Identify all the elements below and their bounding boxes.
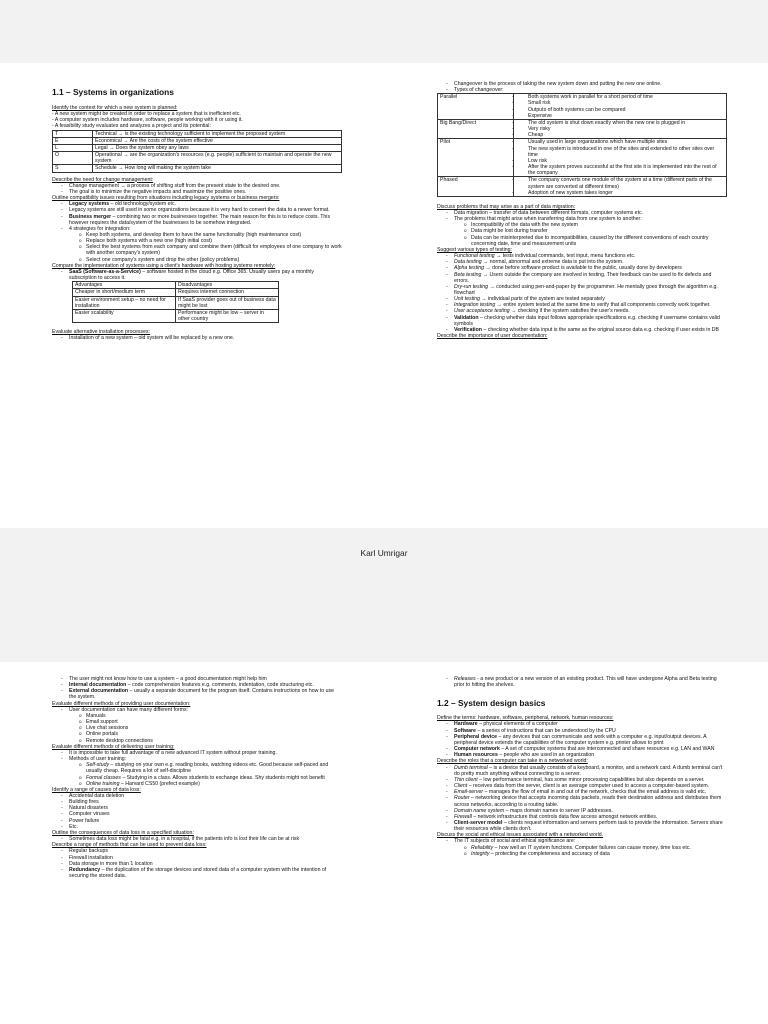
changeover-point: - After the system proves successful at the first site it is implemented into the rest of the company [516, 164, 724, 176]
changeover-type: Parallel [438, 94, 514, 120]
changeover-row [438, 139, 727, 177]
role-item-term: Router [454, 795, 470, 802]
heading-hosted: Compare the implementation of systems using a client's hardware with hosting systems remotely: [52, 262, 276, 269]
training-item-term: Formal classes [86, 774, 121, 781]
saas-cell: Performance might be low – server in other country [176, 309, 279, 322]
changeover-table [437, 93, 727, 197]
role-item [437, 795, 727, 807]
prevent-item: - Data storage in more than 1 location [52, 861, 342, 867]
feasibility-value: Legal → Does the system obey any laws [93, 144, 342, 151]
legacy-desc: – old technology/system etc. [109, 201, 176, 208]
training-list [52, 762, 342, 787]
changeover-point: - Cheap [516, 132, 724, 138]
training-item-term: Self-study [86, 762, 110, 769]
ethics-item-desc: – protecting the completeness and accuracy of data [489, 850, 610, 857]
testing-item-desc: → entire system tested at the same time to verify that all components correctly work together. [495, 302, 711, 309]
testing-item-term: Dry-run testing [454, 283, 489, 290]
changeover-point: - Both systems work in parallel for a short period of time [516, 94, 724, 100]
section-title: 1.2 – System design basics [437, 698, 546, 709]
heading-testing: Suggest various types of testing: [437, 246, 512, 253]
ethics-item [437, 851, 727, 857]
loss-item: - Building fires [52, 799, 342, 805]
testing-item-term: Alpha testing [454, 265, 484, 272]
role-item-desc: – networking device that accepts incoming data packets, reads their destination address and distributes them across networks, according to a routing table. [454, 795, 722, 808]
role-item-desc: – maps domain names to server IP addresses. [504, 807, 613, 814]
role-item-desc: – clients request information and servers perform task to provide the information. Servers share their resources while clients don't. [454, 819, 723, 833]
role-item-term: Client [454, 783, 468, 790]
change-lines [52, 183, 342, 195]
legacy-term: Legacy systems [69, 201, 110, 208]
internal-desc: – code comprehension features e.g. comments, indentation, code structuring etc. [126, 682, 314, 689]
testing-item-desc: → conducted using pen-and-paper by the programmer. He mentally goes through the algorithm e.g. flowchart [454, 283, 718, 296]
role-item-term: Thin client [454, 776, 478, 783]
internal-term: Internal documentation [69, 682, 127, 689]
page-bottom-right [384, 662, 768, 1024]
term-item-term: Human resources [454, 752, 498, 759]
method-item: o Email support [52, 719, 342, 725]
testing-item-desc: – checking whether data input is the same as the original source data e.g. checking if user exists in DB [481, 326, 719, 333]
saas-header-adv: Advantages [73, 282, 176, 289]
changeover-row [438, 177, 727, 196]
testing-list [437, 253, 727, 333]
changeover-point: - The old system is shut down exactly when the new one is plugged in [516, 120, 724, 126]
loss-item: - Accidental data deletion [52, 793, 342, 799]
heading-doc: Describe the importance of user documentation: [437, 333, 548, 340]
training-intro: - Methods of user training: [52, 756, 342, 762]
feasibility-table [52, 130, 342, 173]
role-item-term: Firewall [454, 813, 472, 820]
changeover-point: - Very risky [516, 126, 724, 132]
heading-install: Evaluate alternative installation processes: [52, 329, 151, 336]
strategy-item: o Keep both systems, and develop them to have the same functionality (high maintenance cost) [52, 232, 342, 238]
change-line: - The goal is to minimize the negative impacts and maximize the positive ones. [52, 189, 342, 195]
feasibility-row [53, 130, 342, 137]
training-line: - It is impossible to take full advantage of a new advanced IT system without proper training. [52, 750, 342, 756]
feasibility-row [53, 137, 342, 144]
testing-item-term: Unit testing [454, 296, 480, 303]
testing-item-term: Functional testing [454, 253, 495, 260]
page-bottom-left [0, 662, 384, 1024]
role-item-desc: – is a device that usually consists of a keyboard, a monitor, and a network card. A dumb terminal can't do pretty much anything without connecting to a server. [454, 764, 723, 777]
changeover-point: - Outputs of both systems can be compared [516, 107, 724, 113]
section-title: 1.1 – Systems in organizations [52, 87, 174, 97]
context-lines [52, 111, 342, 129]
heading-consequences: Outline the consequences of data loss in a specified situation: [52, 829, 194, 836]
ethics-list [437, 845, 727, 857]
heading-loss: Identify a range of causes of data loss: [52, 786, 141, 793]
testing-item-term: Integration testing [454, 302, 496, 309]
external-term: External documentation [69, 688, 129, 695]
role-item-desc: – manages the flow of email in and out of the network, checks that the email address is valid etc. [483, 789, 707, 796]
strategy-item: o Select one company's system and drop the other (policy problems) [52, 257, 342, 263]
testing-item-desc: → done before software product is available to the public, usually done by developers [484, 265, 682, 272]
releases-desc: - a new product or a new version of an existing product. This will have undergone Alpha and Beta testing prior to hitting the shelves. [454, 676, 717, 689]
changeover-row [438, 94, 727, 120]
testing-item-desc: – checking whether data input follows appropriate specifications e.g. checking if username contains valid symbols [454, 314, 720, 327]
saas-cell: Easier scalability [73, 309, 176, 322]
term-item-desc: – any devices that can communicate and work with a computer e.g. input/output devices. A peripheral device extends the capabilities of the computer system e.g. printer allows to print [454, 733, 707, 746]
heading-roles: Describe the roles that a computer can take in a networked world: [437, 758, 588, 765]
training-item-desc: – Studying in a class. Allows students to exchange ideas. Shy students might not benefit [120, 774, 325, 781]
redundancy-term: Redundancy [69, 866, 101, 873]
feasibility-key: T [53, 130, 93, 137]
context-line: - A feasibility study evaluates and analyzes a project and its potential: [52, 123, 211, 130]
saas-cell: Easier environment setup – no need for installation [73, 296, 176, 309]
releases-term: Releases [454, 676, 476, 682]
changeover-point: - The new system is introduced in one of the sites and extended to other sites over time [516, 146, 724, 158]
testing-item [437, 315, 727, 327]
testing-item-term: Verification [454, 326, 482, 333]
role-item [437, 820, 727, 832]
author-name: Karl Umrigar [360, 548, 408, 558]
testing-item-term: User acceptance testing [454, 308, 510, 315]
strategies-list [52, 232, 342, 263]
page-content [437, 81, 727, 339]
feasibility-key: S [53, 165, 93, 172]
feasibility-value: Operational → are the organization's resources (e.g. people) sufficient to maintain and operate the new system [93, 152, 342, 165]
migration-sublist [437, 222, 727, 247]
testing-item [437, 284, 727, 296]
loss-list [52, 793, 342, 830]
doc-line: - The user might not know how to use a system – a good documentation might help him [52, 676, 342, 682]
saas-cell: If SaaS provider goes out of business data might be lost [176, 296, 279, 309]
loss-item: - Power failure [52, 818, 342, 824]
ethics-item-desc: – how well an IT system functions. Computer failures can cause money, time loss etc. [493, 844, 691, 851]
redundancy-desc: – the duplication of the storage devices and stored data of a computer system with the intention of securing the stored data. [69, 866, 327, 879]
heading-change: Describe the need for change management: [52, 176, 154, 183]
training-item-term: Online training [86, 780, 120, 787]
testing-item [437, 272, 727, 284]
feasibility-row [53, 165, 342, 172]
heading-migration: Discuss problems that may arise as a part of data migration: [437, 203, 576, 210]
role-item-desc: – low performance terminal, has some minor processing capabilities but also depends on a server. [477, 776, 705, 783]
migration-line: - The problems that might arise when transferring data from one system to another: [437, 216, 727, 222]
role-item [437, 765, 727, 777]
saas-desc: – software hosted in the cloud e.g. Office 365. Usually users pay a monthly subscription to access it. [69, 268, 315, 282]
saas-term: SaaS (Software-as-a-Service) [69, 268, 141, 275]
changeover-row [438, 119, 727, 138]
external-doc-line [52, 688, 342, 700]
methods-intro: - User documentation can have many different forms: [52, 707, 342, 713]
prevent-item: - Regular backups [52, 848, 342, 854]
training-item-desc: – Harvard CS50 (prefect example) [119, 780, 200, 787]
migration-lines [437, 210, 727, 222]
merger-desc: – combining two or more businesses together. The main reason for this is to reduce costs. This however requires the data/system of the businesses to be somehow integrated. [69, 213, 331, 226]
heading-compat: Outline compatibility issues resulting from situations including legacy systems or business mergers: [52, 195, 280, 202]
testing-item-term: Beta testing [454, 271, 482, 278]
ethics-item-term: Integrity [471, 850, 490, 857]
saas-header-dis: Disadvantages [176, 282, 279, 289]
change-line: - Change management → a process of shifting stuff from the present state to the desired one. [52, 183, 342, 189]
role-item-term: Client-server model [454, 819, 503, 826]
role-item-term: Domain name system [454, 807, 505, 814]
term-item-desc: – a series of instructions that can be understood by the CPU [475, 727, 616, 734]
install-line: - Installation of a new system – old system will be replaced by a new one. [52, 335, 342, 341]
page-content [437, 676, 727, 857]
external-desc: – usually a separate document for the program itself. Contains instructions on how to use the system. [69, 688, 334, 701]
loss-item: - Etc. [52, 824, 342, 830]
term-item-desc: – A set of computer systems that are interconnected and share resources e.g. LAN and WAN [499, 746, 715, 753]
testing-item-desc: → checking if the system satisfies the user's needs. [509, 308, 630, 315]
method-item: o Remote desktop connections [52, 738, 342, 744]
roles-list [437, 765, 727, 833]
changeover-point: - Usually used in large organizations which have multiple sites [516, 139, 724, 145]
feasibility-key: L [53, 144, 93, 151]
loss-item: - Computer viruses [52, 811, 342, 817]
testing-item-term: Data testing [454, 259, 482, 266]
changeover-line: - Changeover is the process of taking the new system down and putting the new one online. [437, 81, 727, 87]
changeover-details [514, 119, 727, 138]
training-item-desc: – studying on your own e.g. reading books, watching videos etc. Good because self-paced and usually cheap. Requires a lot of self-discipline [86, 762, 329, 775]
term-item-term: Software [454, 727, 476, 734]
term-item-term: Peripheral device [454, 733, 497, 740]
heading-training: Evaluate different methods of delivering user training: [52, 743, 175, 750]
changeover-point: - Expensive [516, 113, 724, 119]
feasibility-key: E [53, 137, 93, 144]
term-item [437, 734, 727, 746]
feasibility-value: Technical → is the existing technology sufficient to implement the proposed system [93, 130, 342, 137]
strategies-intro: - 4 strategies for integration: [52, 226, 342, 232]
prevent-item: - Firewall installation [52, 855, 342, 861]
saas-table [72, 281, 279, 323]
saas-row [73, 289, 279, 296]
prevent-list [52, 848, 342, 866]
loss-item: - Natural disasters [52, 805, 342, 811]
term-item-term: Computer network [454, 746, 500, 753]
role-item-desc: – network infrastructure that controls data flow access amongst network entities. [471, 813, 658, 820]
role-item-term: Email-server [454, 789, 484, 796]
changeover-point: - Adoption of new system takes longer [516, 190, 724, 196]
role-item-desc: – receives data from the server, client is an average computer used to access a computer-based system. [467, 783, 710, 790]
training-item [52, 762, 342, 774]
heading-context: Identify the context for which a new system is planned: [52, 105, 178, 111]
term-item-desc: – physical elements of a computer [477, 721, 558, 728]
merger-line [52, 214, 342, 226]
feasibility-row [53, 152, 342, 165]
migration-line: - Data migration – transfer of data between different formats, computer systems etc. [437, 210, 727, 216]
heading-ethics: Discuss the social and ethical issues associated with a networked world. [437, 832, 604, 839]
testing-item-desc: → tests individual commands, text input, menu functions etc. [494, 253, 636, 260]
method-item: o Manuals [52, 713, 342, 719]
term-item-term: Hardware [454, 721, 478, 728]
redundancy-line [52, 867, 342, 879]
feasibility-value: Schedule → How long will making the system take [93, 165, 342, 172]
feasibility-value: Economical → Are the costs of the system effective [93, 137, 342, 144]
changeover-point: - Small risk [516, 100, 724, 106]
terms-list [437, 721, 727, 758]
methods-list [52, 713, 342, 744]
testing-item-desc: → Users outside the company are involved in testing. Their feedback can be used to fix defects and errors. [454, 271, 712, 284]
context-line: - A new system might be created in order to replace a system that is inefficient etc. [52, 111, 241, 118]
changeover-details [514, 139, 727, 177]
saas-cell: Requires internet connection [176, 289, 279, 296]
page-content [52, 676, 342, 879]
changeover-details [514, 94, 727, 120]
testing-item-desc: → individual parts of the system are tested separately [479, 296, 605, 303]
testing-item-desc: → normal, abnormal and extreme data is put into the system. [481, 259, 624, 266]
changeover-type: Big Bang/Direct [438, 119, 514, 138]
heading-terms: Define the terms: hardware, software, peripheral, network, human resources: [437, 715, 614, 722]
releases-line [437, 676, 727, 688]
saas-line [52, 269, 342, 281]
migration-problem: o Data might be lost during transfer [437, 228, 727, 234]
consequence-line: - Sometimes data loss might be fatal e.g. in a hospital, if the patients info is lost their life can be at risk [52, 836, 342, 842]
method-item: o Online portals [52, 731, 342, 737]
changeover-details [514, 177, 727, 196]
heading-prevent: Describe a range of methods that can be used to prevent data loss: [52, 842, 207, 849]
changeover-type: Phased [438, 177, 514, 196]
ethics-item-term: Reliability [471, 844, 494, 851]
changeover-type: Pilot [438, 139, 514, 177]
strategy-item: o Select the best systems from each company and combine them (difficult for employees of one company to work with another company's system) [52, 244, 342, 256]
types-intro: - Types of changeover: [437, 87, 727, 93]
page-top-left [0, 63, 384, 528]
context-line: - A computer system includes hardware, software, people working with it or using it. [52, 117, 243, 124]
testing-item-term: Validation [454, 314, 479, 321]
feasibility-row [53, 144, 342, 151]
heading-methods: Evaluate different methods of providing user documentation: [52, 700, 191, 707]
saas-cell: Cheaper in short/medium term [73, 289, 176, 296]
legacy-line-2: - Legacy systems are still used in some organizations because it is very hard to convert the data to a newer format. [52, 207, 342, 213]
migration-problem: o Data can be misinterpreted due to incompatibilities, caused by the different conventions of each country concerning date, time and measurement units [437, 235, 727, 247]
term-item-desc: – people who are used in an organization [497, 752, 595, 759]
feasibility-key: O [53, 152, 93, 165]
merger-term: Business merger [69, 213, 112, 220]
saas-row [73, 296, 279, 309]
strategy-item: o Replace both systems with a new one (high initial cost) [52, 238, 342, 244]
method-item: o Live chat sessions [52, 725, 342, 731]
role-item-term: Dumb terminal [454, 764, 488, 771]
ethics-intro: - The IT subjects of social and ethical significance are: [437, 838, 727, 844]
changeover-point: - The company converts one module of the system at a time (different parts of the system are converted at different times) [516, 177, 724, 189]
page-content [52, 87, 342, 341]
migration-problem: o Incompatibility of the data with the new system [437, 222, 727, 228]
saas-row [73, 309, 279, 322]
changeover-point: - Low risk [516, 158, 724, 164]
page-top-right [384, 63, 768, 528]
